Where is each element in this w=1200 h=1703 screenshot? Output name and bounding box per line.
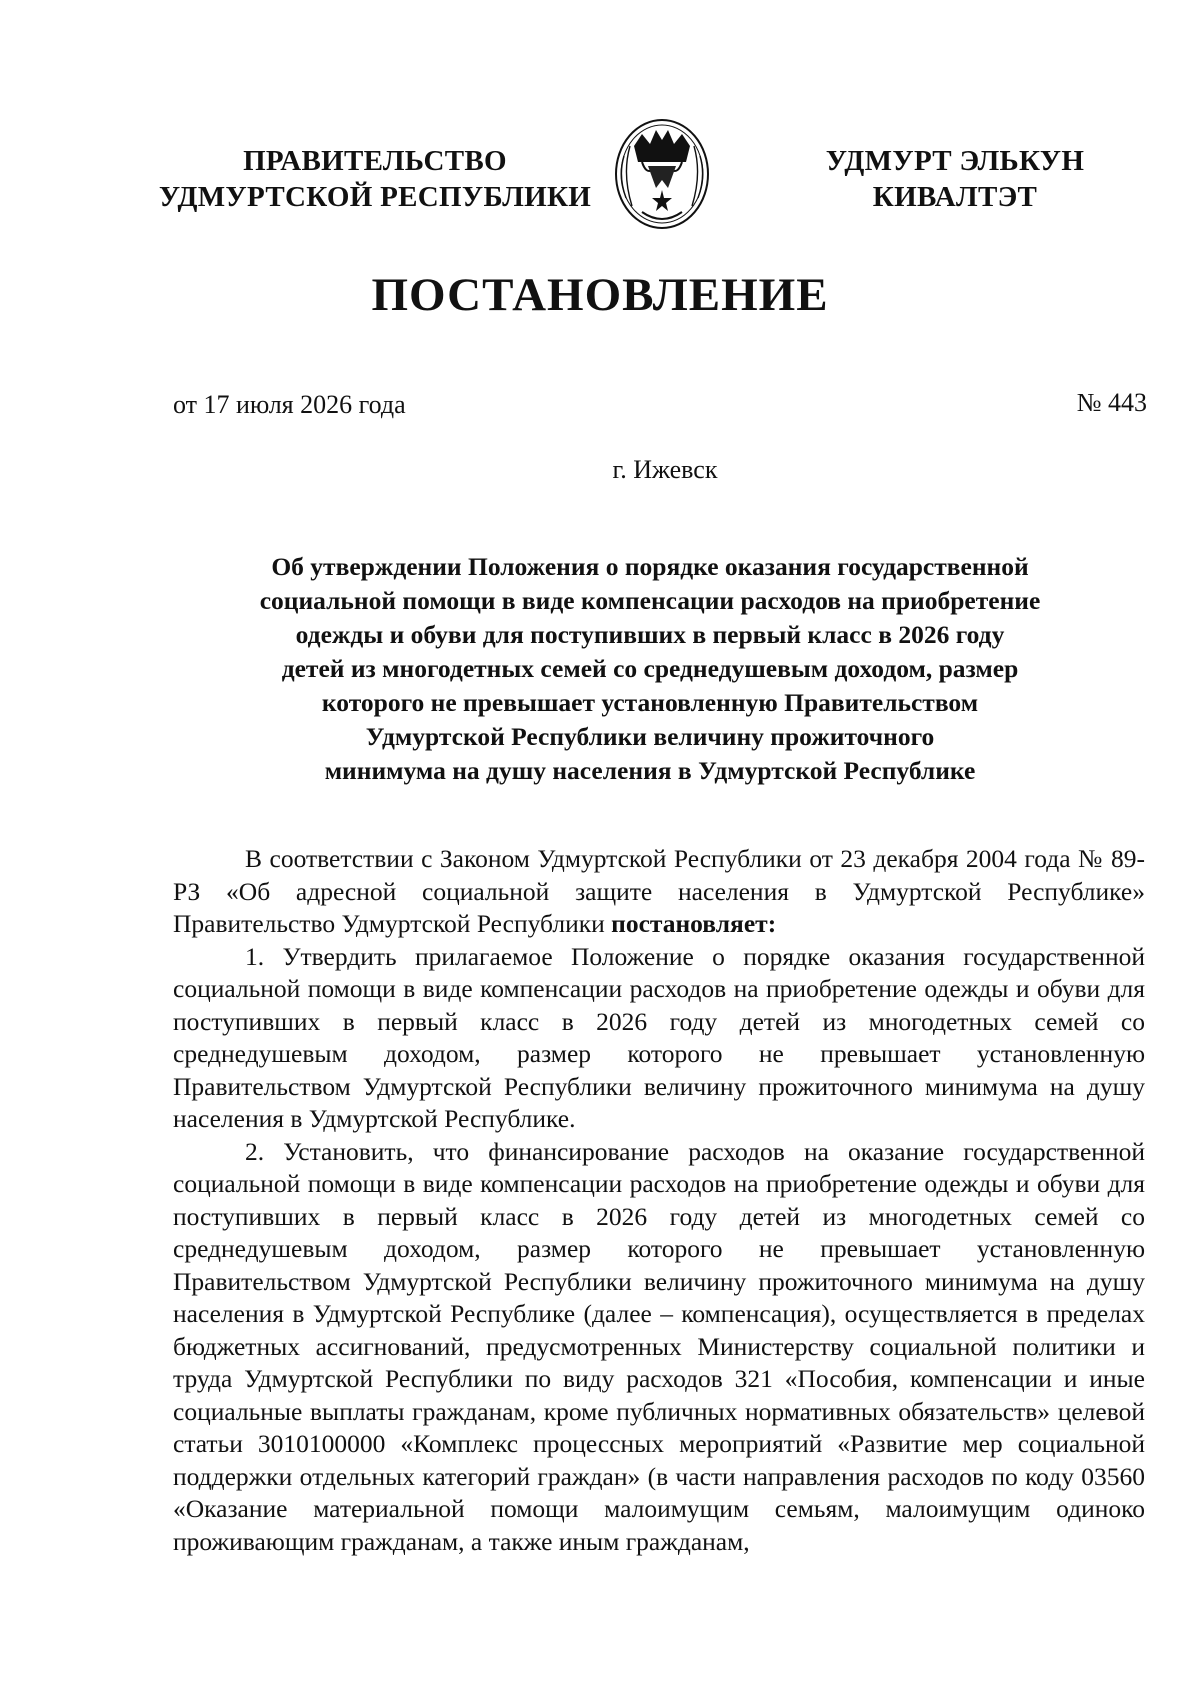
document-type-heading: ПОСТАНОВЛЕНИЕ <box>371 269 829 321</box>
title-line: Удмуртской Республики величину прожиточного <box>365 722 935 751</box>
issuer-line-2: УДМУРТСКОЙ РЕСПУБЛИКИ <box>158 181 592 213</box>
title-line: социальной помощи в виде компенсации расходов на приобретение <box>259 586 1041 615</box>
document-number: № 443 <box>1076 388 1147 417</box>
paragraph-1: 1. Утвердить прилагаемое Положение о порядке оказания государственной социальной помощи в виде компенсации расходов на приобретение одежды и обуви для поступивших в первый класс в 2026 году детей из многодетных семей со среднедушевым доходом, размер которого не превышает установленную Правительством Удмуртской Республики величину прожиточного минимума на душу населения в Удмуртской Республике. <box>173 941 1145 1133</box>
issuer-udmurt-line-2: КИВАЛТЭТ <box>872 181 1038 213</box>
document-date: от 17 июля 2026 года <box>173 390 406 419</box>
title-line: минимума на душу населения в Удмуртской Республике <box>324 756 976 785</box>
document-title <box>200 550 1100 788</box>
document-city: г. Ижевск <box>612 455 718 484</box>
title-line: детей из многодетных семей со среднедушевым доходом, размер <box>281 654 1019 683</box>
preamble-text: В соответствии с Законом Удмуртской Республики от 23 декабря 2004 года № 89-РЗ «Об адресной социальной защите населения в Удмуртской Республике» Правительство Удмуртской Республики <box>173 844 1145 938</box>
preamble-paragraph <box>173 843 1145 941</box>
document-body <box>173 843 1145 1558</box>
issuer-line-1: ПРАВИТЕЛЬСТВО <box>243 145 507 177</box>
title-line: Об утверждении Положения о порядке оказания государственной <box>271 552 1029 581</box>
issuer-udmurt-line-1: УДМУРТ ЭЛЬКУН <box>825 145 1085 177</box>
preamble-bold-verb: постановляет <box>611 909 768 938</box>
title-line: которого не превышает установленную Правительством <box>321 688 979 717</box>
paragraph-2: 2. Установить, что финансирование расходов на оказание государственной социальной помощи в виде компенсации расходов на приобретение одежды и обуви для поступивших в первый класс в 2026 году детей из многодетных семей со среднедушевым доходом, размер которого не превышает установленную Правительством Удмуртской Республики величину прожиточного минимума на душу населения в Удмуртской Республике (далее – компенсация), осуществляется в пределах бюджетных ассигнований, предусмотренных Министерству социальной политики и труда Удмуртской Республики по виду расходов 321 «Пособия, компенсации и иные социальные выплаты гражданам, кроме публичных нормативных обязательств» целевой статьи 3010100000 «Комплекс процессных мероприятий «Развитие мер социальной поддержки отдельных категорий граждан» (в части направления расходов по коду 03560 «Оказание материальной помощи малоимущим семьям, малоимущим одиноко проживающим гражданам, а также иным гражданам, <box>173 1136 1145 1556</box>
issuer-name-russian <box>150 143 600 215</box>
issuer-name-udmurt <box>800 143 1110 215</box>
coat-of-arms-icon <box>612 116 712 230</box>
preamble-colon: : <box>767 909 777 938</box>
title-line: одежды и обуви для поступивших в первый класс в 2026 году <box>295 620 1005 649</box>
